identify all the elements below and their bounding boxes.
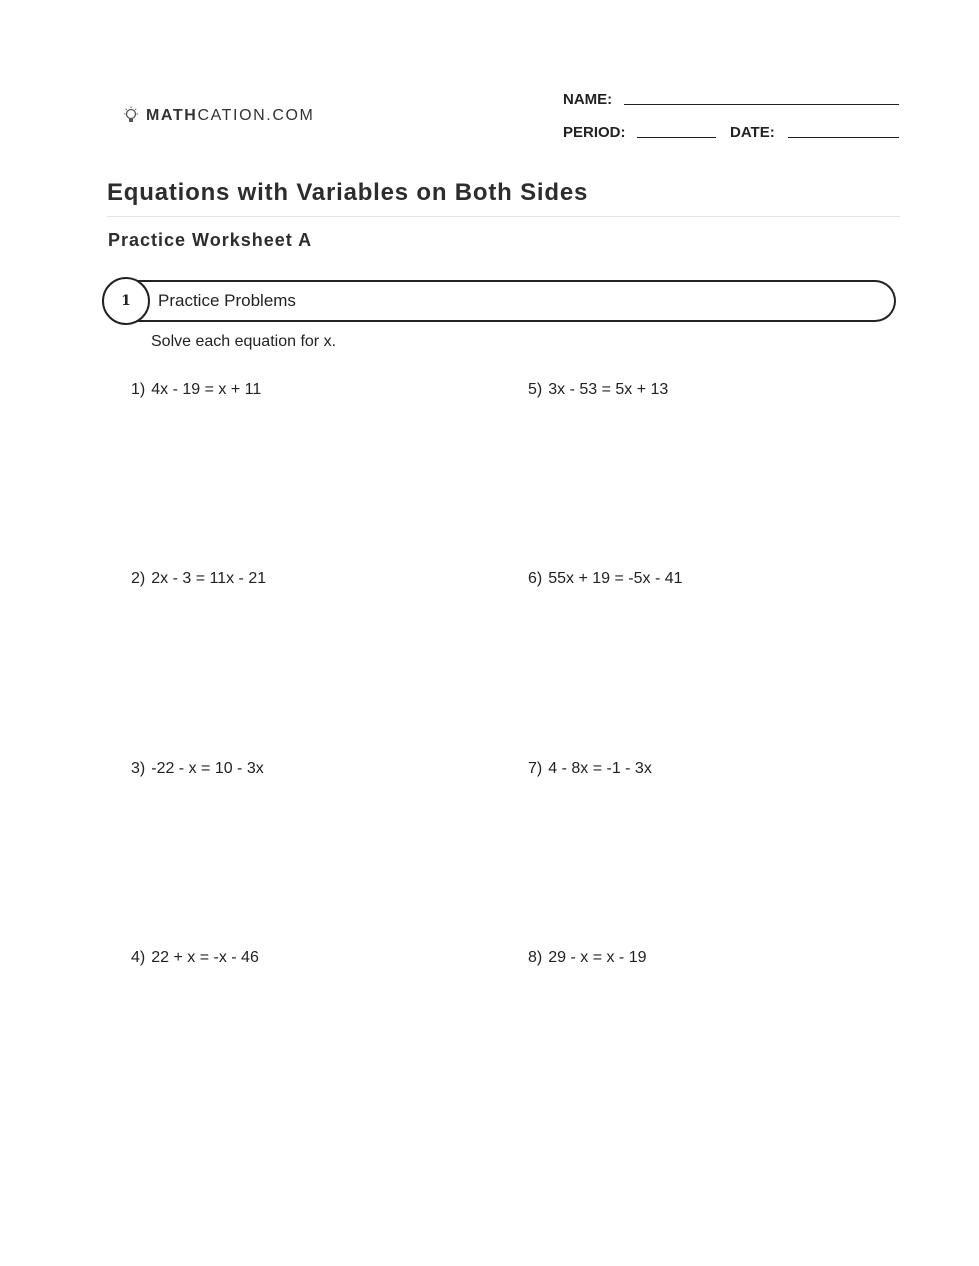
problem-number: 5) [528, 381, 543, 398]
problem-number: 2) [131, 570, 146, 587]
problem-number: 8) [528, 949, 543, 966]
problem-number: 3) [131, 760, 146, 777]
date-field[interactable] [788, 137, 899, 138]
problem-number: 6) [528, 570, 543, 587]
problem-equation: -22 - x = 10 - 3x [151, 760, 264, 777]
problem-item [528, 569, 683, 589]
problem-number: 7) [528, 760, 543, 777]
problem-item [528, 759, 652, 779]
problem-equation: 2x - 3 = 11x - 21 [151, 570, 267, 587]
name-field[interactable] [624, 104, 899, 105]
period-field[interactable] [637, 137, 716, 138]
problem-item [131, 759, 264, 779]
date-label: DATE: [730, 124, 775, 141]
site-logo [122, 106, 314, 126]
problem-equation: 55x + 19 = -5x - 41 [548, 570, 683, 587]
name-label: NAME: [563, 91, 613, 108]
problem-number: 1) [131, 381, 146, 398]
problem-item [528, 380, 668, 400]
section-number-badge: 1 [102, 277, 150, 325]
problem-item [131, 569, 266, 589]
logo-text [146, 106, 314, 126]
title-divider [107, 216, 900, 217]
page-title: Equations with Variables on Both Sides [107, 179, 589, 206]
lightbulb-icon [122, 106, 140, 126]
page-subtitle: Practice Worksheet A [108, 230, 313, 250]
instructions: Solve each equation for x. [151, 333, 337, 350]
logo-brand-light: CATION.COM [197, 107, 315, 124]
problem-equation: 3x - 53 = 5x + 13 [548, 381, 669, 398]
problem-equation: 22 + x = -x - 46 [151, 949, 259, 966]
problem-equation: 4 - 8x = -1 - 3x [548, 760, 652, 777]
period-label: PERIOD: [563, 124, 626, 141]
problem-equation: 29 - x = x - 19 [548, 949, 647, 966]
problem-item [131, 948, 259, 968]
section-label: Practice Problems [158, 291, 296, 310]
problem-item [528, 948, 647, 968]
logo-brand-strong: MATH [146, 107, 198, 124]
problem-number: 4) [131, 949, 146, 966]
problem-equation: 4x - 19 = x + 11 [151, 381, 262, 398]
problem-item [131, 380, 261, 400]
